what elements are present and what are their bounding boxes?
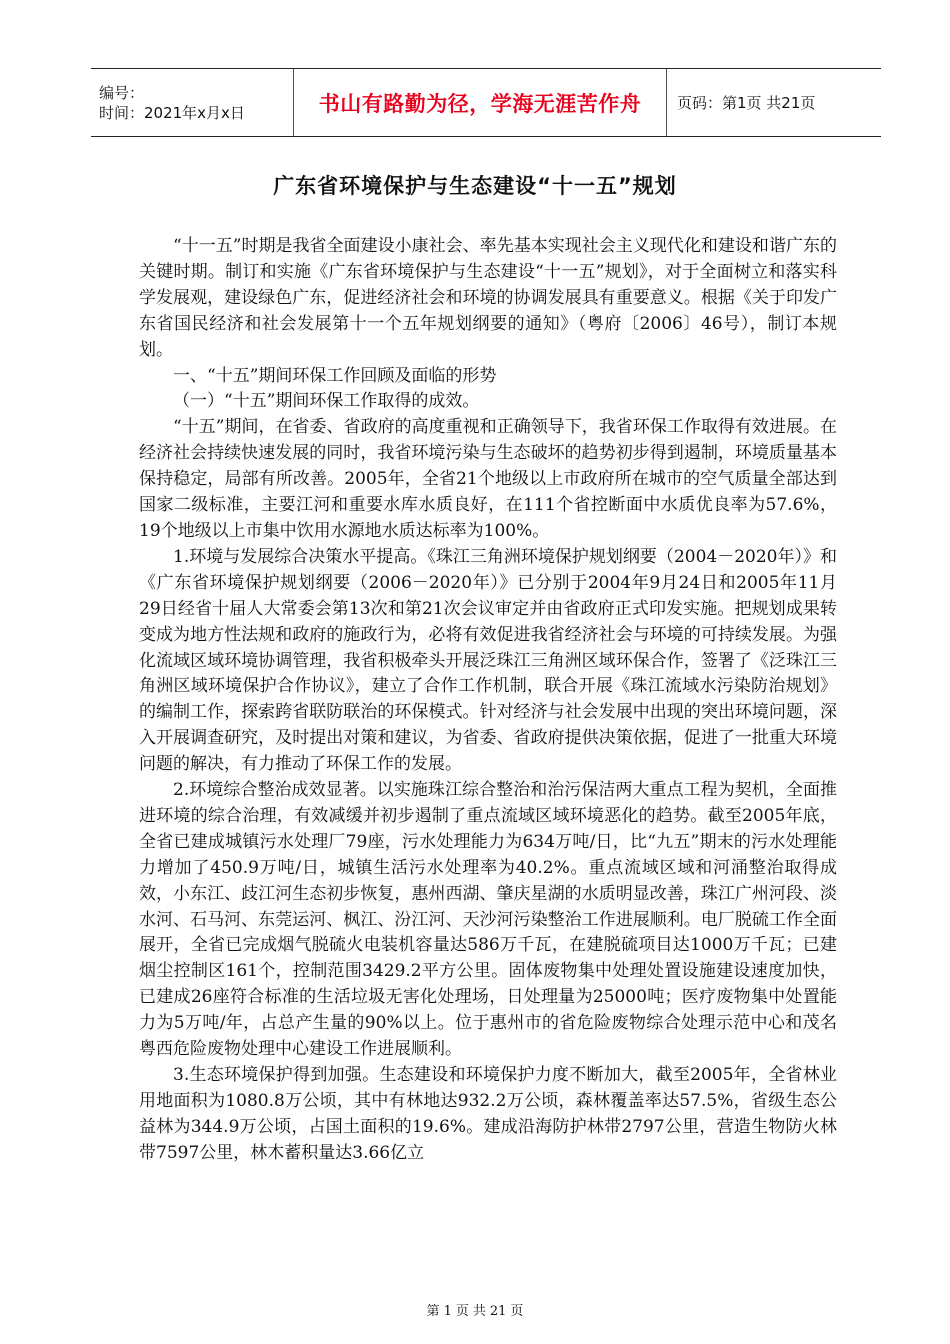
- footer-ye: 页: [455, 1304, 469, 1319]
- paragraph-point-3: 3.生态环境保护得到加强。生态建设和环境保护力度不断加大，截至2005年，全省林业用地面积为1080.8万公顷，其中有林地达932.2万公顷，森林覆盖率达57.5%，省级生态公益林为344.9万公顷，占国土面积的19.6%。建成沿海防护林带2797公里，营造生物防火林带7597公里，林木蓄积量达3.66亿立: [139, 1065, 837, 1163]
- header-motto: 书山有路勤为径，学海无涯苦作舟: [293, 69, 667, 136]
- document-title: 广东省环境保护与生态建设“十一五”规划: [273, 174, 677, 198]
- footer-total-pages: 21: [489, 1304, 507, 1319]
- document-number-label: 编号：: [99, 83, 145, 102]
- paragraph-point-1: 1.环境与发展综合决策水平提高。《珠江三角洲环境保护规划纲要（2004－2020年）》和《广东省环境保护规划纲要（2006－2020年）》已分别于2004年9月24日和2005年11月29日经省十届人大常委会第13次和第21次会议审定并由省政府正式印发实施。把规划成果转变成为地方性法规和政府的施政行为，必将有效促进我省经济社会与环境的可持续发展。为强化流域区域环境协调管理，我省积极牵头开展泛珠江三角洲区域环保合作，签署了《泛珠江三角洲区域环境保护合作协议》，建立了合作工作机制，联合开展《珠江流域水污染防治规划》的编制工作，探索跨省联防联治的环保模式。针对经济与社会发展中出现的突出环境问题，深入开展调查研究，及时提出对策和建议，为省委、省政府提供决策依据，促进了一批重大环境问题的解决，有力推动了环保工作的发展。: [139, 546, 837, 775]
- section-heading-1: 一、“十五”期间环保工作回顾及面临的形势: [173, 365, 497, 386]
- footer-gong: 共: [472, 1304, 486, 1319]
- paragraph-intro: “十一五”时期是我省全面建设小康社会、率先基本实现社会主义现代化和建设和谐广东的关键时期。制订和实施《广东省环境保护与生态建设“十一五”规划》，对于全面树立和落实科学发展观，建设绿色广东，促进经济社会和环境的协调发展具有重要意义。根据《关于印发广东省国民经济和社会发展第十一个五年规划纲要的通知》（粤府〔2006〕46号），制订本规划。: [139, 236, 837, 360]
- document-body: [139, 234, 837, 1167]
- header-page-label: 页码：第1页 共21页: [677, 94, 816, 112]
- page-header: [91, 68, 881, 137]
- document-date-label: 时间：2021年x月x日: [99, 103, 245, 122]
- subsection-heading-1: （一）“十五”期间环保工作取得的成效。: [173, 391, 480, 412]
- header-meta: [91, 69, 293, 136]
- page-footer: [0, 1300, 950, 1319]
- paragraph-point-2: 2.环境综合整治成效显著。以实施珠江综合整治和治污保洁两大重点工程为契机，全面推进环境的综合治理，有效减缓并初步遏制了重点流域区域环境恶化的趋势。截至2005年底，全省已建成城镇污水处理厂79座，污水处理能力为634万吨/日，比“九五”期末的污水处理能力增加了450.9万吨/日，城镇生活污水处理率为40.2%。重点流域区域和河涌整治取得成效，小东江、歧江河生态初步恢复，惠州西湖、肇庆星湖的水质明显改善，珠江广州河段、淡水河、石马河、东莞运河、枫江、汾江河、天沙河污染整治工作进展顺利。电厂脱硫工作全面展开，全省已完成烟气脱硫火电装机容量达586万千瓦，在建脱硫项目达1000万千瓦；已建烟尘控制区161个，控制范围3429.2平方公里。固体废物集中处理处置设施建设速度加快，已建成26座符合标准的生活垃圾无害化处理场，日处理量为25000吨；医疗废物集中处置能力为5万吨/年，占总产生量的90%以上。位于惠州市的省危险废物综合处理示范中心和茂名粤西危险废物处理中心建设工作进展顺利。: [139, 780, 837, 1060]
- footer-ye-2: 页: [510, 1304, 524, 1319]
- footer-di: 第: [426, 1304, 440, 1319]
- paragraph-overview: “十五”期间，在省委、省政府的高度重视和正确领导下，我省环保工作取得有效进展。在经济社会持续快速发展的同时，我省环境污染与生态破坏的趋势初步得到遏制，环境质量基本保持稳定，局部有所改善。2005年，全省21个地级以上市政府所在城市的空气质量全部达到国家二级标准，主要江河和重要水库水质良好，在111个省控断面中水质优良率为57.6%，19个地级以上市集中饮用水源地水质达标率为100%。: [139, 417, 837, 541]
- footer-page-number: 1: [443, 1304, 452, 1319]
